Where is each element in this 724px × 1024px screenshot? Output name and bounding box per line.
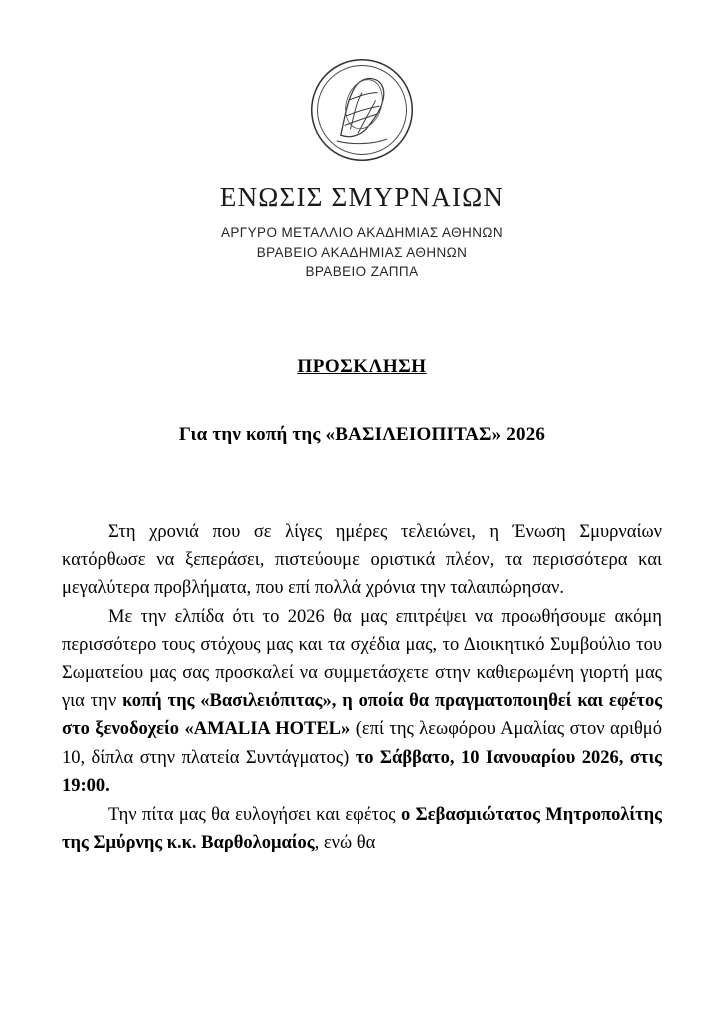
paragraph-2-text-1: Με την ελπίδα ότι το 2026 θα μας επιτρέψει να προωθήσουμε ακόμη περισσότερο τους στόχους μας και τα σχέδια μας, το Διοικητικό Συμβούλιο του Σωματείου μας σας προσκαλεί να συμμετάσχετε στην καθιερωμένη γιορτή μας για την xyxy=(62,607,662,712)
page-subtitle: Για την κοπή της «ΒΑΣΙΛΕΙΟΠΙΤΑΣ» 2026 xyxy=(178,423,546,445)
paragraph-2-text-2: (επί της λεωφόρου Αμαλίας στον αριθμό 10, δίπλα στην πλατεία Συντάγματος) xyxy=(62,719,662,768)
paragraph-3-bold-1: ο Σεβασμιώτατος Μητροπολίτης της Σμύρνης κ.κ. Βαρθολομαίος xyxy=(62,804,662,853)
paragraph-1: Στη χρονιά που σε λίγες ημέρες τελειώνει, η Ένωση Σμυρναίων κατόρθωσε να ξεπεράσει, πιστεύουμε οριστικά πλέον, τα περισσότερα και μεγαλύτερα προβλήματα, που επί πολλά χρόνια την ταλαιπώρησαν. xyxy=(62,521,662,598)
paragraph-3-text-2: , ενώ θα xyxy=(314,832,376,853)
paragraph-2 xyxy=(62,603,662,800)
page-title: ΠΡΟΣΚΛΗΣΗ xyxy=(297,355,427,377)
award-line-1: ΑΡΓΥΡΟ ΜΕΤΑΛΛΙΟ ΑΚΑΔΗΜΙΑΣ ΑΘΗΝΩΝ xyxy=(221,225,503,240)
paragraph-2-bold-1: κοπή της «Βασιλειόπιτας», η οποία θα πραγματοποιηθεί και εφέτος στο ξενοδοχείο «AMALIA HOTEL» xyxy=(62,691,662,740)
academy-seal-emblem-icon xyxy=(304,52,420,168)
paragraph-2-bold-2: το Σάββατο, 10 Ιανουαρίου 2026, στις 19:00. xyxy=(62,747,662,796)
paragraph-3-text-1: Την πίτα μας θα ευλογήσει και εφέτος xyxy=(108,804,401,825)
document-body xyxy=(62,518,662,857)
organization-awards xyxy=(62,223,662,282)
letterhead xyxy=(62,0,662,282)
award-line-2: ΒΡΑΒΕΙΟ ΑΚΑΔΗΜΙΑΣ ΑΘΗΝΩΝ xyxy=(256,244,468,260)
paragraph-3 xyxy=(62,801,662,857)
organization-name: ΕΝΩΣΙΣ ΣΜΥΡΝΑΙΩΝ xyxy=(219,182,505,212)
award-line-3: ΒΡΑΒΕΙΟ ΖΑΠΠΑ xyxy=(305,264,419,280)
